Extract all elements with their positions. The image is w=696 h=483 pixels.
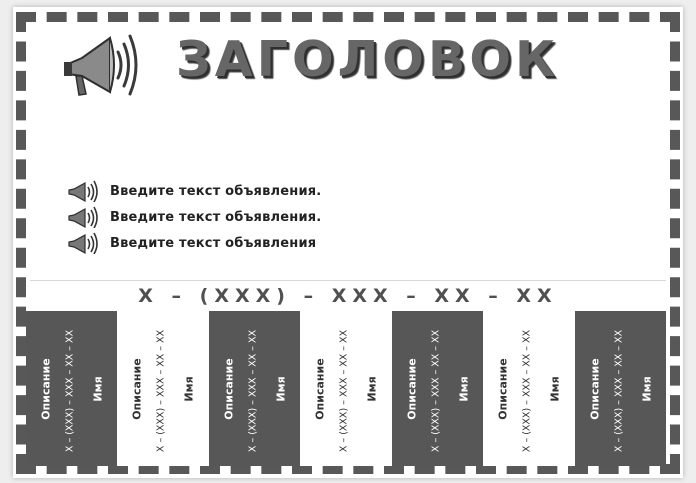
announcement-item <box>66 180 321 202</box>
announcement-text: Введите текст объявления. <box>110 209 322 225</box>
announcement-item <box>66 206 321 228</box>
tab-phone: X – (XXX) – XXX – XX – XX <box>430 329 442 453</box>
tab-phone: X – (XXX) – XXX – XX – XX <box>64 329 76 453</box>
tab-description: Описание <box>39 358 53 420</box>
announcement-text: Введите текст объявления <box>110 235 317 251</box>
tab-description: Описание <box>496 358 510 420</box>
megaphone-icon <box>66 206 100 228</box>
megaphone-icon <box>60 24 140 98</box>
tab-name: Имя <box>640 376 654 402</box>
announcement-item <box>66 232 316 254</box>
tear-off-tab[interactable] <box>575 311 666 466</box>
tab-description: Описание <box>313 358 327 420</box>
page-title: ЗАГОЛОВОК <box>176 31 560 88</box>
tab-name: Имя <box>457 376 471 402</box>
tab-description: Описание <box>405 358 419 420</box>
megaphone-icon <box>66 180 100 202</box>
tear-off-tab[interactable] <box>209 311 300 466</box>
tear-off-tab[interactable] <box>300 311 391 466</box>
tab-name: Имя <box>274 376 288 402</box>
megaphone-icon <box>66 232 100 254</box>
tear-off-tab[interactable] <box>26 311 117 466</box>
tab-description: Описание <box>588 358 602 420</box>
phone-number: X – (XXX) – XXX – XX – XX <box>30 280 666 311</box>
tab-phone: X – (XXX) – XXX – XX – XX <box>247 329 259 453</box>
tab-phone: X – (XXX) – XXX – XX – XX <box>613 329 625 453</box>
tab-description: Описание <box>222 358 236 420</box>
tab-phone: X – (XXX) – XXX – XX – XX <box>521 329 533 453</box>
tear-off-tab[interactable] <box>117 311 208 466</box>
tear-off-tab[interactable] <box>483 311 574 466</box>
tab-description: Описание <box>130 358 144 420</box>
tab-name: Имя <box>365 376 379 402</box>
tab-name: Имя <box>548 376 562 402</box>
tab-phone: X – (XXX) – XXX – XX – XX <box>338 329 350 453</box>
tear-off-tabs <box>26 311 666 466</box>
tear-off-tab[interactable] <box>392 311 483 466</box>
tab-name: Имя <box>182 376 196 402</box>
tab-phone: X – (XXX) – XXX – XX – XX <box>155 329 167 453</box>
announcement-text: Введите текст объявления. <box>110 183 322 199</box>
tab-name: Имя <box>91 376 105 402</box>
